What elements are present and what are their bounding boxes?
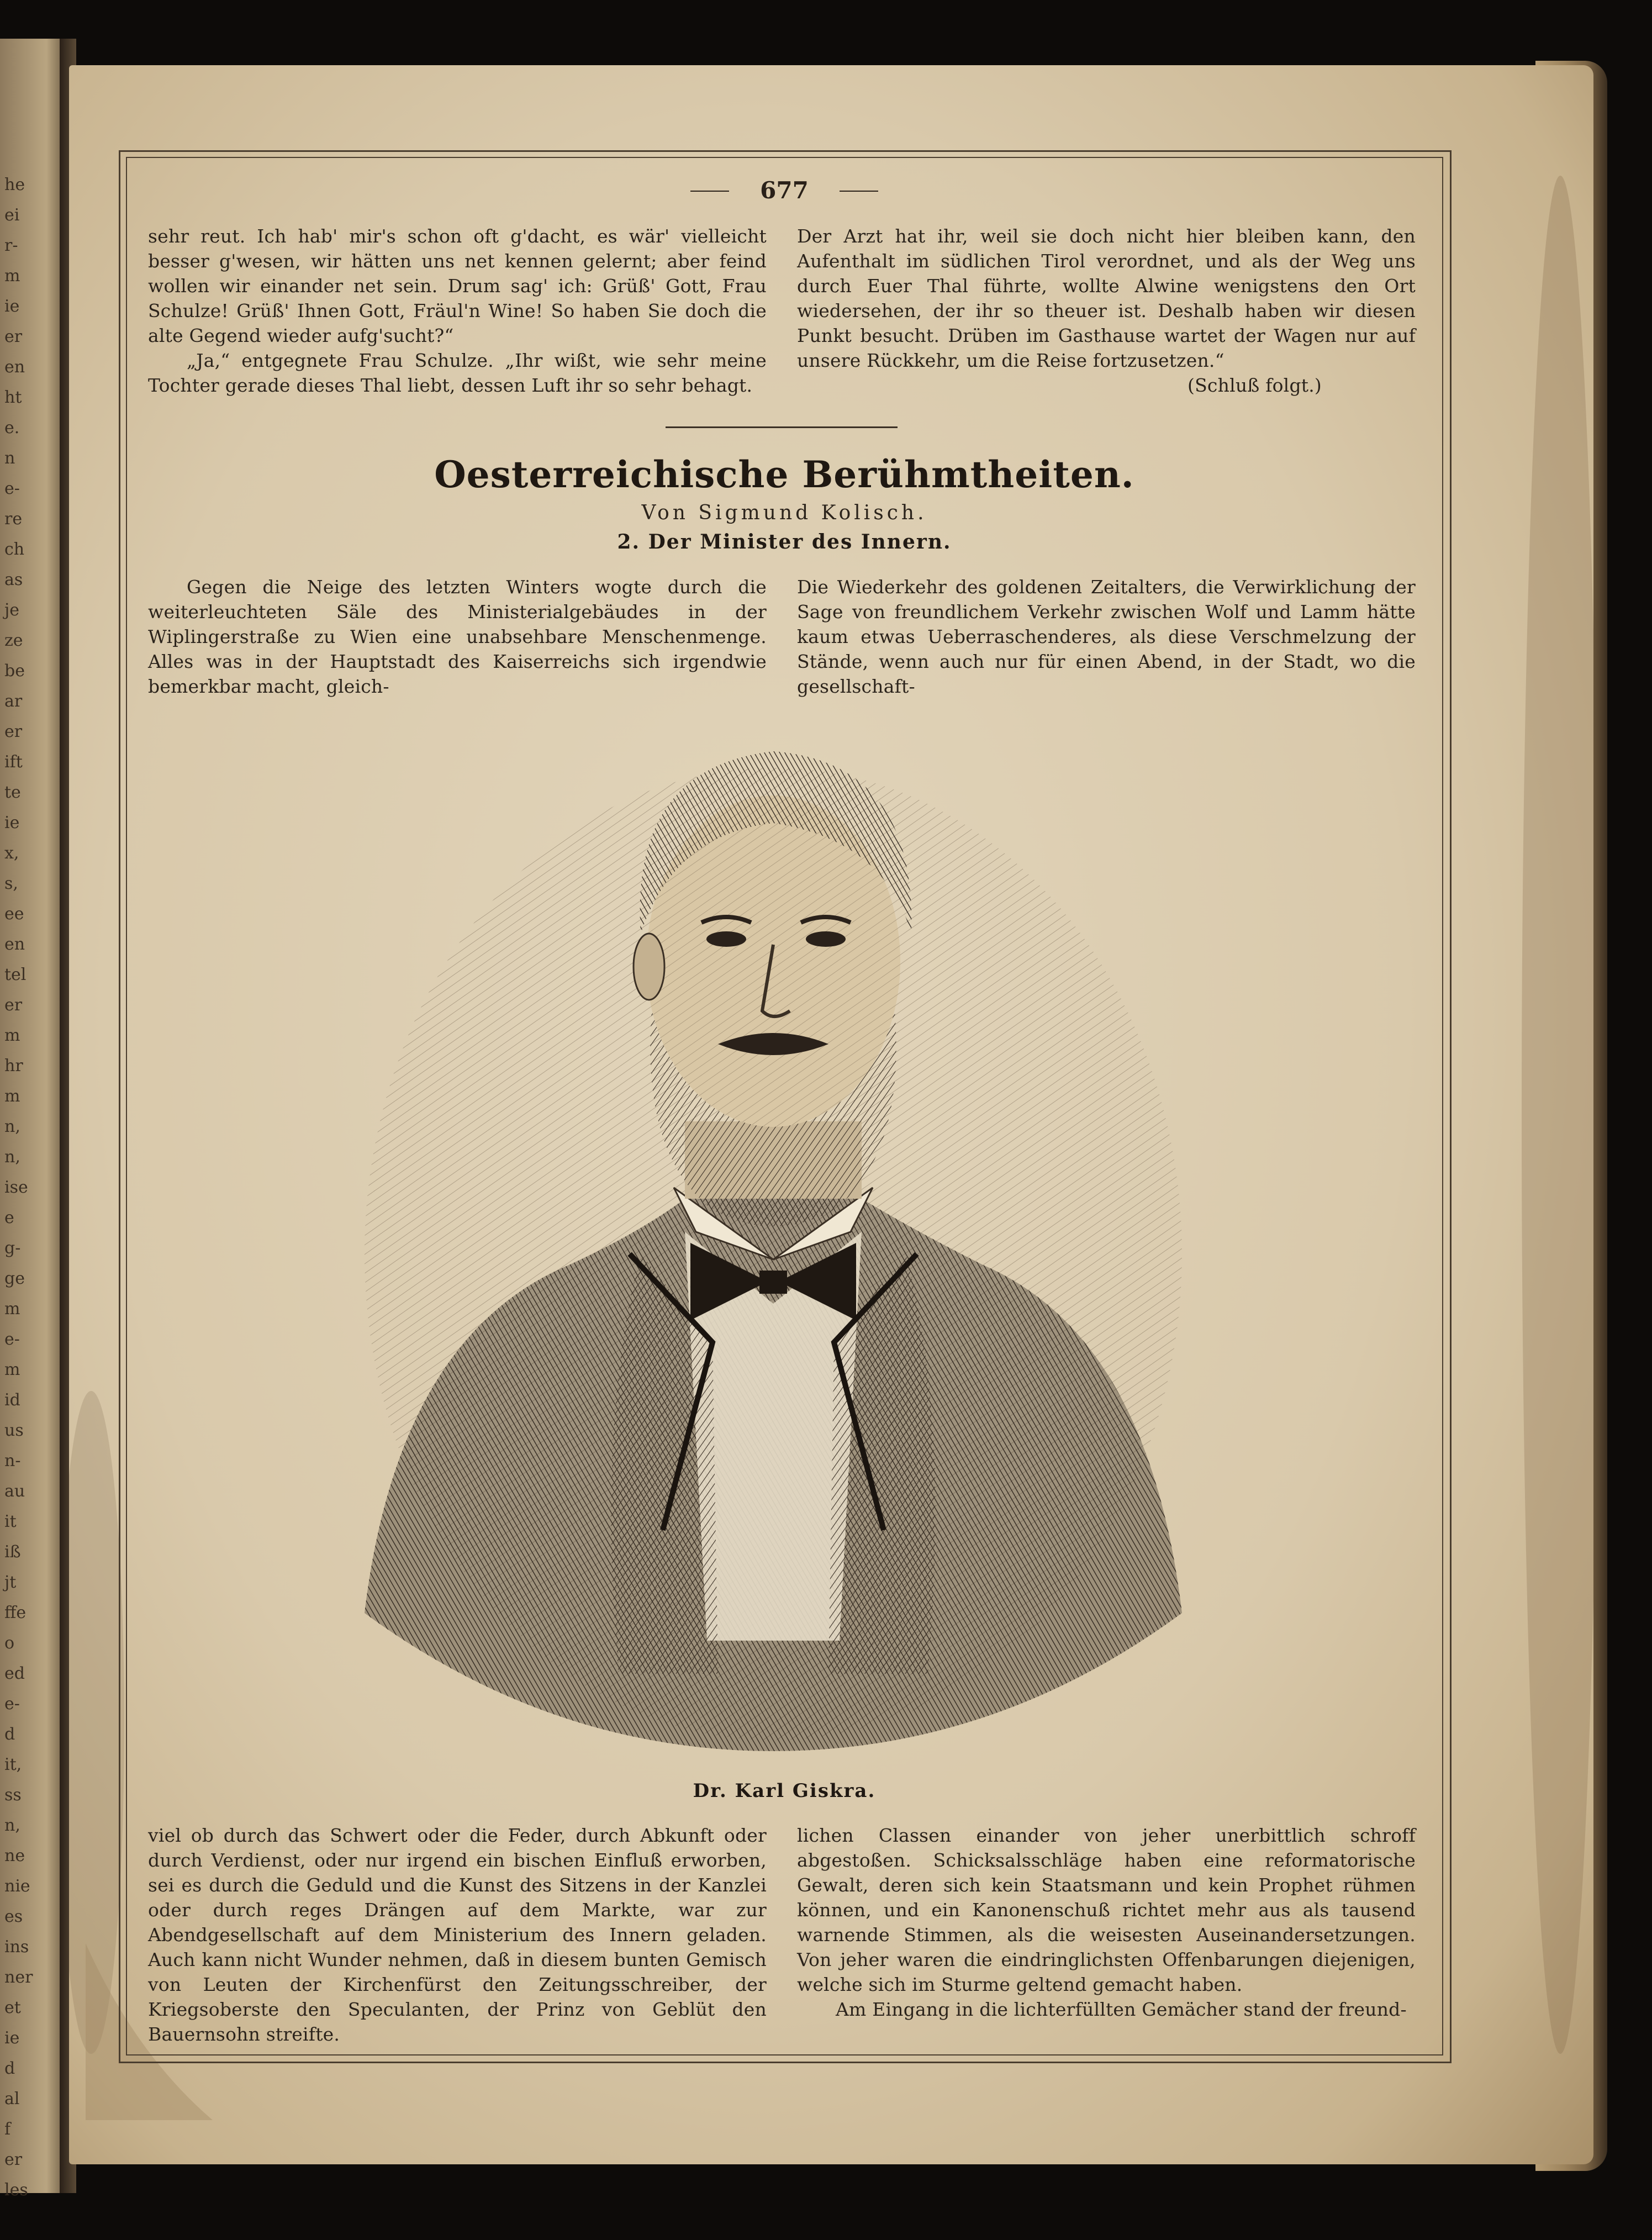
left-page-fragment: e.	[4, 418, 20, 438]
left-page-fragment: er	[4, 327, 23, 346]
left-page-fragment: tel	[4, 965, 27, 984]
paragraph: viel ob durch das Schwert oder die Feder, durch Abkunft oder durch Verdienst, oder nur irgend ein bischen Einfluß erworben, sei es durch die Geduld und die Kunst des Sitzens in der Kanzlei oder durch reges Drängen auf dem Markte, war zur Abendgesellschaft auf dem Ministerium des Innern geladen. Auch kann nicht Wunder nehmen, daß in diesem bunten Gemisch von Leuten der Kirchenfürst den Zeitungsschreiber, der Kriegsoberste den Speculanten, der Prinz von Geblüt den Bauernsohn streifte.	[148, 1825, 767, 2045]
paragraph: „Ja,“ entgegnete Frau Schulze. „Ihr wißt, wie sehr meine Tochter gerade dieses Thal liebt, dessen Luft ihr so sehr behagt.	[148, 350, 767, 396]
intro-left-column	[148, 575, 767, 699]
left-page-fragment: ift	[4, 752, 23, 772]
left-page-fragment: d	[4, 2059, 15, 2078]
left-page-fragment: ch	[4, 540, 25, 559]
bottom-left-column	[148, 1823, 767, 2047]
left-page-fragment: et	[4, 1998, 21, 2017]
left-page-fragment: en	[4, 935, 25, 954]
intro-right-column	[797, 575, 1416, 699]
left-page-fragment: m	[4, 1299, 20, 1319]
left-page-fragment: o	[4, 1633, 15, 1653]
paragraph: lichen Classen einander von jeher unerbittlich schroff abgestoßen. Schicksalsschläge haben eine reformatorische Gewalt, deren sich kein Staatsmann und kein Prophet rühmen können, und ein Kanonenschuß richtet mehr aus als tausend warnende Stimmen, als die weisesten Auseinandersetzungen. Von jeher waren die eindringlichsten Offenbarungen diejenigen, welche sich im Sturme geltend gemacht haben.	[797, 1825, 1416, 1995]
left-page-fragment: d	[4, 1725, 15, 1744]
article-subhead: 2. Der Minister des Innern.	[617, 530, 952, 554]
left-page-fragment: te	[4, 783, 21, 802]
left-page-fragment: n,	[4, 1117, 20, 1136]
top-left-column	[148, 224, 767, 398]
left-page-fragment: je	[4, 600, 20, 620]
left-page-fragment: ner	[4, 1968, 33, 1987]
left-page-fragment: ie	[4, 813, 20, 832]
left-page-fragment: er	[4, 2150, 23, 2169]
left-page-fragment: ee	[4, 904, 24, 924]
left-page-fragment: n	[4, 449, 15, 468]
left-page-edge	[0, 39, 66, 2200]
left-page-fragment: jt	[4, 1573, 17, 1592]
left-page-fragment: it	[4, 1512, 17, 1531]
page-number: 677	[760, 177, 809, 204]
left-page-fragment: au	[4, 1482, 25, 1501]
left-page-fragment: al	[4, 2089, 20, 2109]
left-page-fragment: us	[4, 1421, 24, 1440]
left-page-fragment: hr	[4, 1056, 23, 1076]
left-page-fragment: ie	[4, 2028, 20, 2048]
left-page-fragment: ht	[4, 388, 22, 407]
left-page-fragment: ie	[4, 297, 20, 316]
left-page-fragment: n,	[4, 1816, 20, 1835]
left-page-fragment: m	[4, 1360, 20, 1379]
left-page-fragment: x,	[4, 844, 19, 863]
paragraph: Der Arzt hat ihr, weil sie doch nicht hier bleiben kann, den Aufenthalt im südlichen Tirol verordnet, und als der Weg uns durch Euer Thal führte, wollte Alwine wenigstens den Ort wiedersehen, der ihr so theuer ist. Deshalb haben wir diesen Punkt besucht. Drüben im Gasthause wartet der Wagen nur auf unsere Rückkehr, um die Reise fortzusetzen.“	[797, 225, 1416, 371]
left-page-fragment: en	[4, 357, 25, 377]
left-page-fragment: be	[4, 661, 25, 681]
left-page-fragment: n-	[4, 1451, 21, 1471]
paragraph: Gegen die Neige des letzten Winters wogte durch die weiterleuchteten Säle des Ministerialgebäudes in der Wiplingerstraße zu Wien eine unabsehbare Menschenmenge. Alles was in der Hauptstadt des Kaiserreichs sich irgendwie bemerkbar macht, gleich-	[148, 576, 767, 697]
left-page-fragment: n,	[4, 1147, 20, 1167]
left-page-fragment: ed	[4, 1664, 25, 1683]
left-page-fragment: r-	[4, 236, 18, 255]
bottom-right-column	[797, 1823, 1416, 2022]
left-page-fragment: ze	[4, 631, 23, 650]
left-page-fragment: he	[4, 175, 25, 194]
left-page-fragment: es	[4, 1907, 23, 1926]
left-page-fragment: er	[4, 722, 23, 741]
left-page-fragment: e-	[4, 1330, 20, 1349]
article-byline: Von Sigmund Kolisch.	[641, 502, 927, 524]
left-page-fragment: m	[4, 266, 20, 286]
left-page-fragment: ar	[4, 692, 23, 711]
left-page-fragment: m	[4, 1087, 20, 1106]
left-page-fragment: nie	[4, 1877, 30, 1896]
portrait-engraving	[331, 702, 1215, 1762]
article-headline: Oesterreichische Berühmtheiten.	[434, 453, 1134, 496]
section-separator	[666, 426, 898, 428]
left-page-fragment: ge	[4, 1269, 25, 1288]
left-page-fragment: ins	[4, 1937, 29, 1957]
page-number-rule-right	[840, 191, 878, 192]
left-page-fragment: m	[4, 1026, 20, 1045]
left-page-fragment: iß	[4, 1542, 21, 1562]
left-page-fragment: ne	[4, 1846, 25, 1865]
top-right-column	[797, 224, 1416, 398]
left-page-fragment: e	[4, 1208, 14, 1227]
left-page-fragment: les	[4, 2180, 28, 2200]
left-page-fragment: g-	[4, 1238, 21, 1258]
left-page-fragment: e-	[4, 479, 20, 498]
left-page-fragment: it,	[4, 1755, 22, 1774]
left-page-fragment: ss	[4, 1785, 22, 1805]
left-page-fragment: re	[4, 509, 23, 529]
left-page-fragment: f	[4, 2120, 11, 2139]
left-page-fragment: as	[4, 570, 23, 589]
left-page-fragment: id	[4, 1390, 20, 1410]
continuation-note: (Schluß folgt.)	[1187, 375, 1322, 396]
left-page-fragment: ise	[4, 1178, 28, 1197]
paragraph: sehr reut. Ich hab' mir's schon oft g'dacht, es wär' vielleicht besser g'wesen, wir hätten uns net kennen gelernt; aber feind wollen wir einander net sein. Drum sag' ich: Grüß' Gott, Frau Schulze! Grüß' Ihnen Gott, Fräul'n Wine! So haben Sie doch die alte Gegend wieder aufg'sucht?“	[148, 225, 767, 346]
left-page-fragment: er	[4, 995, 23, 1015]
portrait-caption: Dr. Karl Giskra.	[693, 1780, 876, 1802]
left-page-fragment: e-	[4, 1694, 20, 1714]
paragraph: Am Eingang in die lichterfüllten Gemächer stand der freund-	[836, 1999, 1407, 2020]
left-page-fragment: ffe	[4, 1603, 27, 1622]
paragraph: Die Wiederkehr des goldenen Zeitalters, die Verwirklichung der Sage von freundlichem Verkehr zwischen Wolf und Lamm hätte kaum etwas Ueberraschenderes, als diese Verschmelzung der Stände, wenn auch nur für einen Abend, in der Stadt, wo die gesellschaft-	[797, 576, 1416, 697]
left-page-fragment: s,	[4, 874, 18, 893]
left-page-fragment: ei	[4, 205, 20, 225]
